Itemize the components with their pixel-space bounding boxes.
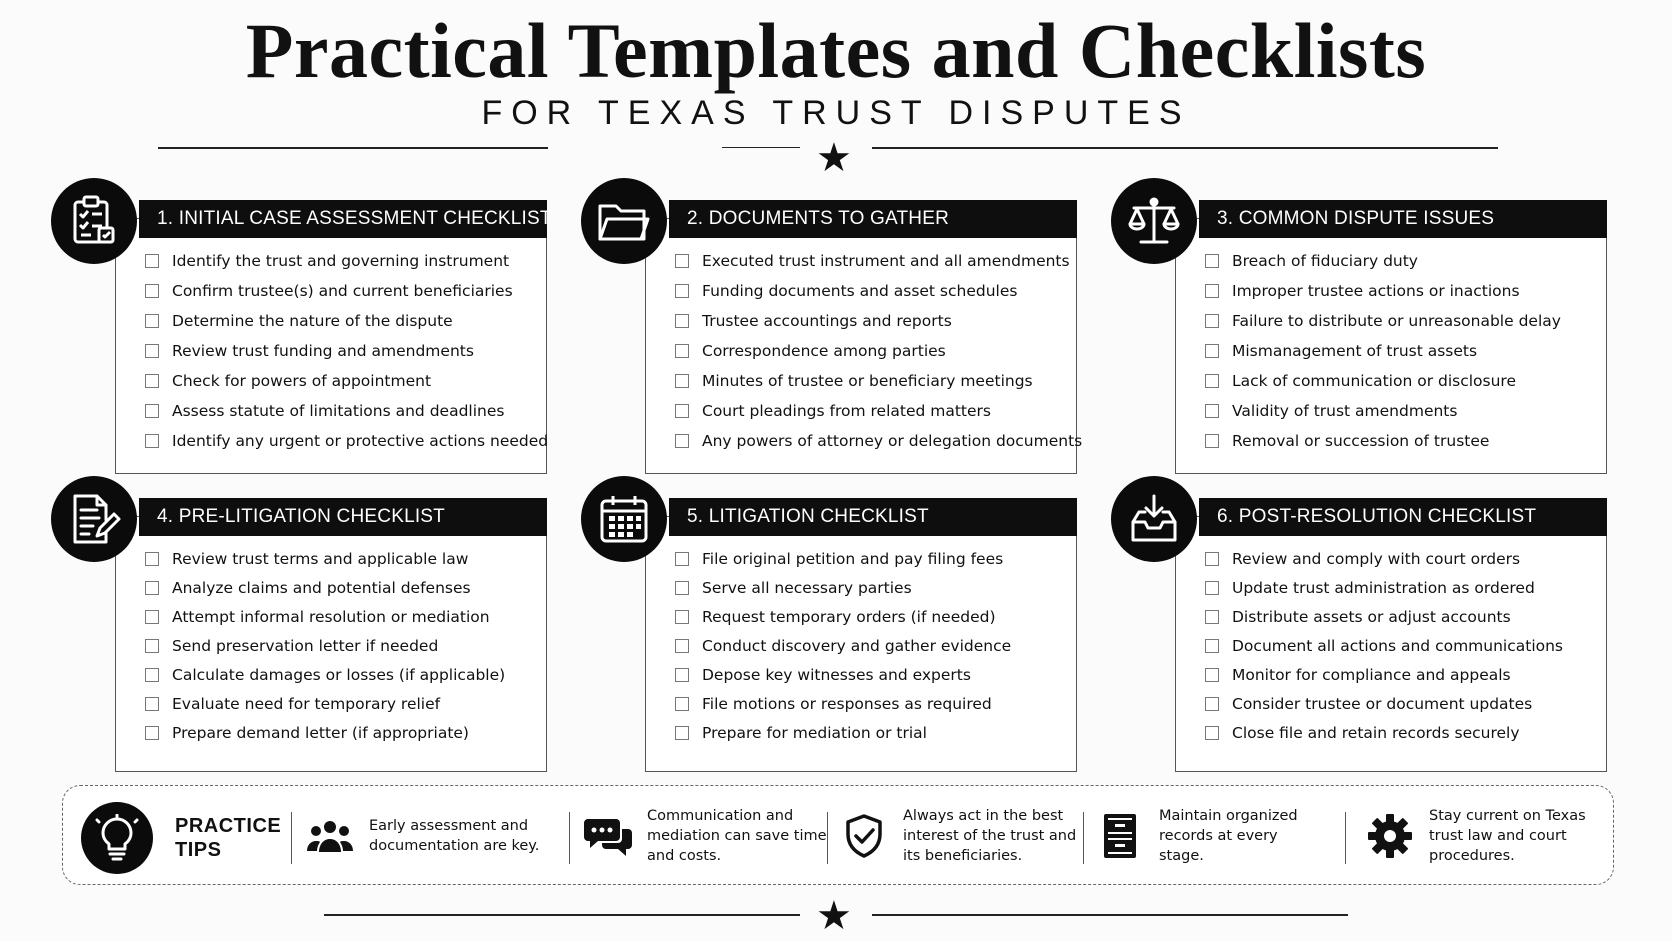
page-subtitle: FOR TEXAS TRUST DISPUTES: [481, 94, 1191, 132]
tip-text-line: procedures.: [1429, 848, 1515, 864]
checklist-item[interactable]: [1205, 602, 1563, 631]
checkbox[interactable]: [1205, 314, 1219, 328]
top-divider-mid: [722, 147, 800, 148]
document-pen-icon: [51, 476, 137, 562]
checklist-item-label: Prepare for mediation or trial: [702, 723, 927, 742]
card-title: 6. POST-RESOLUTION CHECKLIST: [1199, 498, 1607, 536]
file-cabinet-icon: [1095, 811, 1145, 861]
checklist-item[interactable]: [145, 660, 505, 689]
tip-divider: [1083, 812, 1084, 864]
people-group-icon: [305, 811, 355, 861]
checkbox[interactable]: [145, 697, 159, 711]
checklist-item[interactable]: [675, 602, 1011, 631]
card-title: 2. DOCUMENTS TO GATHER: [669, 200, 1077, 238]
checklist-item[interactable]: [145, 631, 505, 660]
tip-text-line: its beneficiaries.: [903, 848, 1023, 864]
tip-divider: [291, 812, 292, 864]
checklist-item-label: Monitor for compliance and appeals: [1232, 665, 1511, 684]
checkbox[interactable]: [675, 552, 689, 566]
checklist-item[interactable]: [675, 689, 1011, 718]
checkbox[interactable]: [675, 697, 689, 711]
checkbox[interactable]: [675, 374, 689, 388]
practice-tips-title-line2: TIPS: [175, 839, 222, 861]
checkbox[interactable]: [675, 314, 689, 328]
checklist-item[interactable]: [1205, 544, 1563, 573]
checkbox[interactable]: [145, 726, 159, 740]
checklist-item-label: Prepare demand letter (if appropriate): [172, 723, 469, 742]
checklist-item-label: Request temporary orders (if needed): [702, 607, 996, 626]
checkbox[interactable]: [1205, 639, 1219, 653]
tip-item: [1365, 800, 1586, 872]
checklist-item-label: Funding documents and asset schedules: [702, 282, 1018, 300]
checklist-item-label: File motions or responses as required: [702, 694, 992, 713]
checklist-item-label: Review and comply with court orders: [1232, 549, 1521, 568]
tip-text-line: and costs.: [647, 848, 722, 864]
checklist-item[interactable]: [145, 602, 505, 631]
checklist-item[interactable]: [675, 544, 1011, 573]
checkbox[interactable]: [1205, 284, 1219, 298]
checkbox[interactable]: [1205, 581, 1219, 595]
gear-icon: [1365, 811, 1415, 861]
scales-of-justice-icon: [1111, 178, 1197, 264]
checklist-item-label: Trustee accountings and reports: [702, 312, 952, 330]
card-title: 5. LITIGATION CHECKLIST: [669, 498, 1077, 536]
checklist-item-label: Close file and retain records securely: [1232, 723, 1520, 742]
checklist-item-label: Executed trust instrument and all amendments: [702, 252, 1070, 270]
tip-divider: [1345, 812, 1346, 864]
checkbox[interactable]: [1205, 344, 1219, 358]
checkbox[interactable]: [1205, 434, 1219, 448]
shield-check-icon: [839, 811, 889, 861]
checklist-item-label: Determine the nature of the dispute: [172, 312, 453, 330]
checkbox[interactable]: [675, 434, 689, 448]
tip-text-line: records at every: [1159, 828, 1278, 844]
checklist-item-label: Improper trustee actions or inactions: [1232, 282, 1520, 300]
checklist-item-label: Conduct discovery and gather evidence: [702, 636, 1012, 655]
checkbox[interactable]: [675, 581, 689, 595]
checklist-item[interactable]: [1205, 689, 1563, 718]
checkbox[interactable]: [1205, 726, 1219, 740]
page-title: Practical Templates and Checklists: [245, 7, 1427, 94]
checkbox[interactable]: [1205, 668, 1219, 682]
checkbox[interactable]: [145, 254, 159, 268]
card-initial-case-assessment: [115, 200, 552, 474]
tip-text-line: Maintain organized: [1159, 808, 1298, 824]
checklist-item-label: Serve all necessary parties: [702, 578, 912, 597]
checklist-item-label: Calculate damages or losses (if applicable): [172, 665, 506, 684]
top-star-icon: ★: [816, 135, 852, 181]
checkbox[interactable]: [675, 404, 689, 418]
top-divider-right: [872, 147, 1498, 149]
tip-item: [1095, 800, 1298, 872]
checklist-item[interactable]: [1205, 306, 1561, 336]
tip-text-line: Stay current on Texas: [1429, 808, 1586, 824]
checklist-item-label: Any powers of attorney or delegation documents: [702, 432, 1083, 450]
checklist-item[interactable]: [145, 573, 505, 602]
tip-text-line: interest of the trust and: [903, 828, 1077, 844]
checklist-item[interactable]: [1205, 718, 1563, 747]
card-documents-to-gather: [645, 200, 1083, 474]
checklist-item-label: Removal or succession of trustee: [1232, 432, 1490, 450]
card-title: 1. INITIAL CASE ASSESSMENT CHECKLIST: [139, 200, 547, 238]
card-title: 4. PRE-LITIGATION CHECKLIST: [139, 498, 547, 536]
tip-item: [305, 800, 539, 872]
checkbox[interactable]: [145, 404, 159, 418]
checkbox[interactable]: [675, 610, 689, 624]
clipboard-checklist-icon: [51, 178, 137, 264]
checklist-item[interactable]: [675, 396, 1082, 426]
tip-text-line: stage.: [1159, 848, 1204, 864]
checklist-item-label: Evaluate need for temporary relief: [172, 694, 441, 713]
checklist-item[interactable]: [145, 689, 505, 718]
checkbox[interactable]: [1205, 374, 1219, 388]
checklist: [675, 246, 1082, 456]
checklist-item-label: Validity of trust amendments: [1232, 402, 1458, 420]
checkbox[interactable]: [675, 726, 689, 740]
checklist-item-label: Consider trustee or document updates: [1232, 694, 1533, 713]
card-title: 3. COMMON DISPUTE ISSUES: [1199, 200, 1607, 238]
practice-tips-panel: [62, 785, 1614, 885]
tip-text-line: trust law and court: [1429, 828, 1567, 844]
tip-text-line: mediation can save time: [647, 828, 827, 844]
inbox-download-icon: [1111, 476, 1197, 562]
card-litigation: [645, 498, 1077, 772]
checklist-item[interactable]: [675, 631, 1011, 660]
checklist-item[interactable]: [1205, 660, 1563, 689]
tip-divider: [827, 812, 828, 864]
card-pre-litigation: [115, 498, 547, 772]
checklist: [675, 544, 1011, 747]
checklist-item[interactable]: [675, 426, 1082, 456]
checklist-item-label: Identify any urgent or protective actions needed: [172, 432, 549, 450]
checkbox[interactable]: [145, 639, 159, 653]
checkbox[interactable]: [145, 344, 159, 358]
checklist-item[interactable]: [675, 660, 1011, 689]
bottom-star-icon: ★: [816, 893, 852, 939]
checkbox[interactable]: [675, 668, 689, 682]
checkbox[interactable]: [145, 610, 159, 624]
checklist: [145, 544, 505, 747]
checklist-item[interactable]: [145, 306, 548, 336]
checkbox[interactable]: [145, 668, 159, 682]
checkbox[interactable]: [145, 581, 159, 595]
checklist-item-label: Assess statute of limitations and deadlines: [172, 402, 505, 420]
checkbox[interactable]: [145, 314, 159, 328]
checklist: [1205, 544, 1563, 747]
checklist-item-label: File original petition and pay filing fees: [702, 549, 1004, 568]
checkbox[interactable]: [1205, 254, 1219, 268]
tip-item: [839, 800, 1076, 872]
checklist-item-label: Failure to distribute or unreasonable delay: [1232, 312, 1561, 330]
checklist-item[interactable]: [145, 336, 548, 366]
checklist-item-label: Distribute assets or adjust accounts: [1232, 607, 1511, 626]
checklist-item[interactable]: [145, 396, 548, 426]
checklist-item[interactable]: [145, 544, 505, 573]
checklist-item[interactable]: [1205, 426, 1561, 456]
checklist-item[interactable]: [675, 246, 1082, 276]
checklist-item[interactable]: [675, 573, 1011, 602]
checklist-item[interactable]: [675, 366, 1082, 396]
checklist-item-label: Lack of communication or disclosure: [1232, 372, 1517, 390]
checkbox[interactable]: [1205, 404, 1219, 418]
checklist-item-label: Identify the trust and governing instrument: [172, 252, 510, 270]
bottom-divider-left: [324, 914, 800, 916]
checklist-item-label: Breach of fiduciary duty: [1232, 252, 1418, 270]
checkbox[interactable]: [675, 254, 689, 268]
chat-bubbles-icon: [583, 811, 633, 861]
checklist-item[interactable]: [1205, 246, 1561, 276]
checklist-item-label: Review trust funding and amendments: [172, 342, 474, 360]
checklist-item-label: Correspondence among parties: [702, 342, 946, 360]
checkbox[interactable]: [1205, 552, 1219, 566]
bottom-divider-right: [872, 914, 1348, 916]
checkbox[interactable]: [145, 374, 159, 388]
tip-text-line: Communication and: [647, 808, 794, 824]
checkbox[interactable]: [675, 284, 689, 298]
tip-divider: [569, 812, 570, 864]
checklist-item-label: Document all actions and communications: [1232, 636, 1564, 655]
checklist-item[interactable]: [675, 718, 1011, 747]
checkbox[interactable]: [675, 639, 689, 653]
checklist-item-label: Update trust administration as ordered: [1232, 578, 1535, 597]
checklist: [145, 246, 548, 456]
checklist-item[interactable]: [145, 366, 548, 396]
practice-tips-title: [175, 814, 281, 862]
card-post-resolution: [1175, 498, 1607, 772]
checkbox[interactable]: [145, 434, 159, 448]
checklist-item-label: Attempt informal resolution or mediation: [172, 607, 490, 626]
practice-tips-title-line1: PRACTICE: [175, 815, 282, 837]
tip-text-line: Always act in the best: [903, 808, 1064, 824]
lightbulb-icon: [81, 802, 153, 874]
checklist-item-label: Court pleadings from related matters: [702, 402, 991, 420]
checklist-item-label: Depose key witnesses and experts: [702, 665, 971, 684]
tip-item: [583, 800, 827, 872]
checklist-item-label: Confirm trustee(s) and current beneficiaries: [172, 282, 513, 300]
checklist: [1205, 246, 1561, 456]
tip-text-line: Early assessment and: [369, 818, 529, 834]
checklist-item-label: Check for powers of appointment: [172, 372, 432, 390]
checklist-item[interactable]: [675, 306, 1082, 336]
folder-icon: [581, 178, 667, 264]
top-divider-left: [158, 147, 548, 149]
checklist-item[interactable]: [1205, 276, 1561, 306]
checklist-item[interactable]: [1205, 631, 1563, 660]
checklist-item[interactable]: [1205, 336, 1561, 366]
checklist-item[interactable]: [145, 276, 548, 306]
checklist-item[interactable]: [145, 718, 505, 747]
checkbox[interactable]: [675, 344, 689, 358]
checklist-item[interactable]: [145, 246, 548, 276]
checklist-item-label: Send preservation letter if needed: [172, 636, 439, 655]
checklist-item-label: Review trust terms and applicable law: [172, 549, 469, 568]
checklist-item[interactable]: [675, 336, 1082, 366]
checklist-item[interactable]: [145, 426, 548, 456]
checklist-item-label: Mismanagement of trust assets: [1232, 342, 1478, 360]
checkbox[interactable]: [1205, 697, 1219, 711]
checkbox[interactable]: [145, 284, 159, 298]
checklist-item[interactable]: [1205, 573, 1563, 602]
tip-text-line: documentation are key.: [369, 838, 540, 854]
calendar-icon: [581, 476, 667, 562]
checkbox[interactable]: [145, 552, 159, 566]
card-common-dispute-issues: [1175, 200, 1607, 474]
checklist-item[interactable]: [1205, 396, 1561, 426]
checklist-item-label: Minutes of trustee or beneficiary meetings: [702, 372, 1033, 390]
checklist-item-label: Analyze claims and potential defenses: [172, 578, 471, 597]
checklist-item[interactable]: [1205, 366, 1561, 396]
checklist-item[interactable]: [675, 276, 1082, 306]
checkbox[interactable]: [1205, 610, 1219, 624]
